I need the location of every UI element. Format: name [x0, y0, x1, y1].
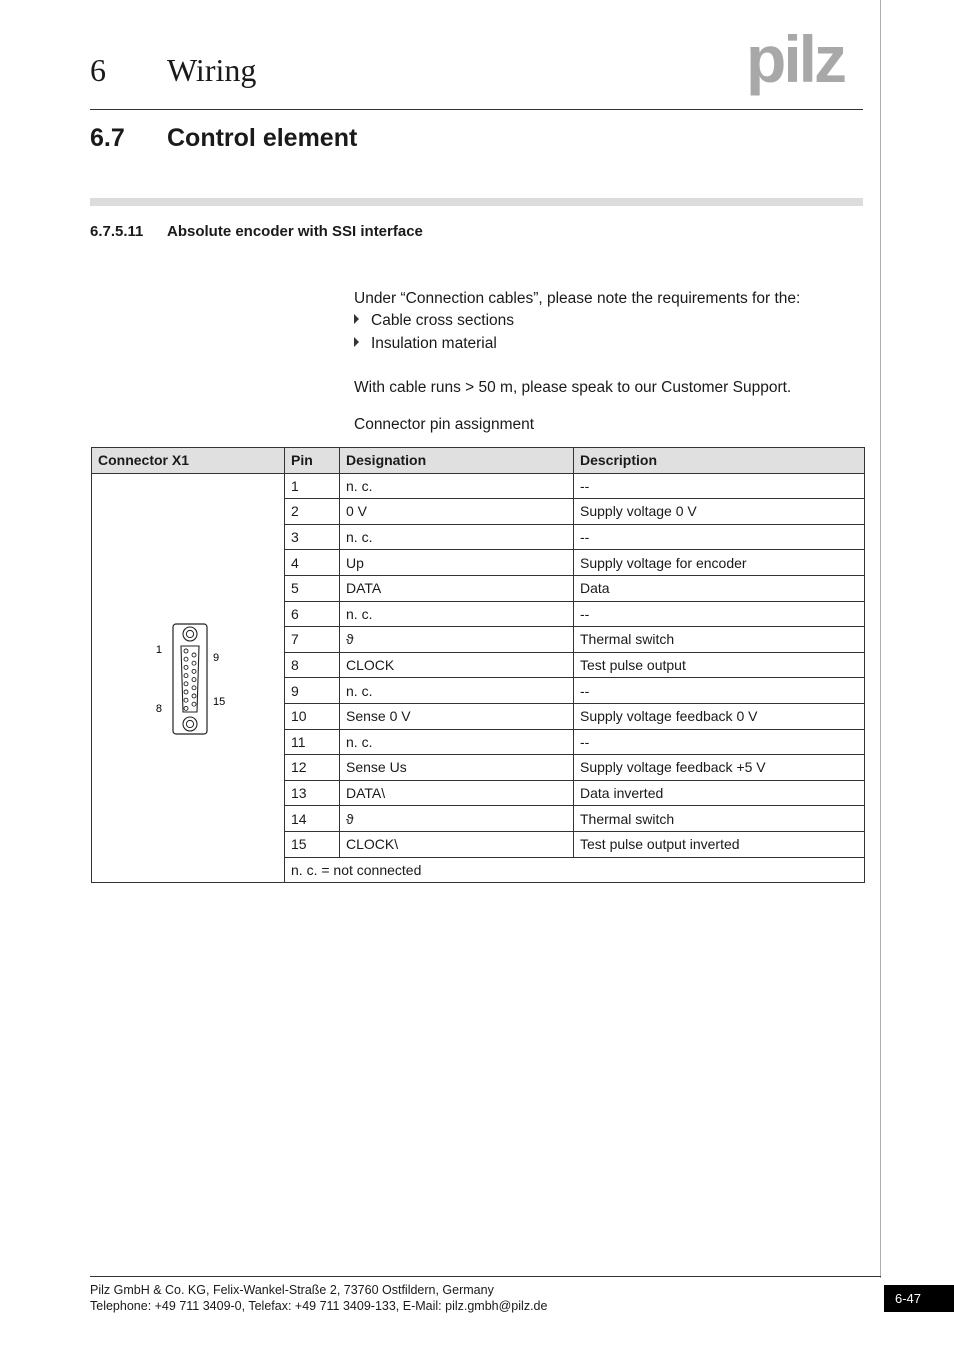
description-cell: -- — [574, 473, 865, 499]
designation-cell: n. c. — [340, 729, 574, 755]
designation-cell: ϑ — [340, 627, 574, 653]
connector-pin-dot — [192, 702, 196, 706]
pin-cell: 14 — [285, 806, 340, 832]
designation-cell: n. c. — [340, 473, 574, 499]
designation-cell: CLOCK — [340, 652, 574, 678]
connector-pin-dot — [184, 690, 188, 694]
designation-cell: DATA\ — [340, 780, 574, 806]
dsub-15-connector-icon — [138, 618, 238, 738]
footer-address: Pilz GmbH & Co. KG, Felix-Wankel-Straße 2, 73760 Ostfildern, Germany — [90, 1283, 494, 1297]
pin-cell: 7 — [285, 627, 340, 653]
table-caption: Connector pin assignment — [354, 416, 535, 433]
cable-note: With cable runs > 50 m, please speak to our Customer Support. — [354, 379, 792, 396]
bullet-item — [354, 335, 497, 353]
description-cell: -- — [574, 678, 865, 704]
chapter-number: 6 — [90, 52, 106, 88]
designation-cell: 0 V — [340, 499, 574, 525]
designation-cell: Sense Us — [340, 755, 574, 781]
header-pin: Pin — [285, 448, 340, 474]
pin-cell: 10 — [285, 703, 340, 729]
section-divider-band — [90, 198, 863, 206]
header-designation: Designation — [340, 448, 574, 474]
connector-diagram-cell — [92, 473, 285, 883]
description-cell: Supply voltage for encoder — [574, 550, 865, 576]
connector-pin-dot — [184, 706, 188, 710]
pin-cell: 1 — [285, 473, 340, 499]
description-cell: Data inverted — [574, 780, 865, 806]
header-description: Description — [574, 448, 865, 474]
connector-label-8: 8 — [155, 702, 162, 715]
bullet-arrow-icon — [354, 337, 359, 347]
connector-pin-dot — [184, 657, 188, 661]
description-cell: Test pulse output — [574, 652, 865, 678]
description-cell: -- — [574, 601, 865, 627]
pin-cell: 3 — [285, 524, 340, 550]
connector-pin-dot — [184, 665, 188, 669]
pin-cell: 8 — [285, 652, 340, 678]
connector-pin-dot — [192, 677, 196, 681]
chapter-title: Wiring — [167, 52, 257, 88]
description-cell: Thermal switch — [574, 627, 865, 653]
page-margin-rule — [880, 0, 881, 1278]
description-cell: Data — [574, 575, 865, 601]
connector-pin-dot — [192, 694, 196, 698]
footer-rule — [90, 1276, 881, 1277]
subsection-number: 6.7.5.11 — [90, 223, 144, 240]
description-cell: -- — [574, 729, 865, 755]
subsection-title: Absolute encoder with SSI interface — [167, 223, 423, 240]
connector-pin-dot — [192, 661, 196, 665]
designation-cell: CLOCK\ — [340, 831, 574, 857]
header-rule — [90, 109, 863, 110]
footer-contact: Telephone: +49 711 3409-0, Telefax: +49 711 3409-133, E-Mail: pilz.gmbh@pilz.de — [90, 1299, 548, 1313]
logo-text: pilz — [746, 24, 844, 96]
connector-pin-dot — [192, 653, 196, 657]
bullet-text: Insulation material — [371, 335, 497, 352]
page-number-badge: 6-47 — [884, 1285, 954, 1312]
designation-cell: Sense 0 V — [340, 703, 574, 729]
description-cell: Supply voltage feedback 0 V — [574, 703, 865, 729]
pin-cell: 15 — [285, 831, 340, 857]
connector-pin-dot — [184, 649, 188, 653]
pin-cell: 2 — [285, 499, 340, 525]
pin-cell: 11 — [285, 729, 340, 755]
bullet-item — [354, 312, 514, 330]
pilz-logo — [746, 24, 866, 96]
description-cell: Supply voltage feedback +5 V — [574, 755, 865, 781]
table-footnote: n. c. = not connected — [285, 857, 865, 883]
connector-pin-dot — [184, 698, 188, 702]
designation-cell: n. c. — [340, 678, 574, 704]
section-title: Control element — [167, 124, 358, 152]
table-row — [92, 473, 865, 499]
table-header-row — [92, 448, 865, 474]
pin-cell: 4 — [285, 550, 340, 576]
pin-cell: 9 — [285, 678, 340, 704]
description-cell: Supply voltage 0 V — [574, 499, 865, 525]
designation-cell: n. c. — [340, 601, 574, 627]
pin-cell: 5 — [285, 575, 340, 601]
connector-label-1: 1 — [155, 643, 162, 656]
pin-assignment-table — [91, 447, 865, 883]
connector-label-9: 9 — [213, 651, 220, 664]
designation-cell: Up — [340, 550, 574, 576]
connector-pin-dot — [192, 669, 196, 673]
description-cell: Test pulse output inverted — [574, 831, 865, 857]
description-cell: -- — [574, 524, 865, 550]
designation-cell: ϑ — [340, 806, 574, 832]
designation-cell: DATA — [340, 575, 574, 601]
pin-cell: 12 — [285, 755, 340, 781]
description-cell: Thermal switch — [574, 806, 865, 832]
bullet-arrow-icon — [354, 314, 359, 324]
designation-cell: n. c. — [340, 524, 574, 550]
connector-pin-dot — [192, 686, 196, 690]
pin-cell: 13 — [285, 780, 340, 806]
header-connector: Connector X1 — [92, 448, 285, 474]
bullet-text: Cable cross sections — [371, 312, 515, 329]
section-number: 6.7 — [90, 124, 125, 152]
connector-label-15: 15 — [213, 695, 226, 708]
connector-pin-dot — [184, 673, 188, 677]
intro-line: Under “Connection cables”, please note the requirements for the: — [354, 290, 801, 307]
pin-cell: 6 — [285, 601, 340, 627]
connector-pin-dot — [184, 682, 188, 686]
